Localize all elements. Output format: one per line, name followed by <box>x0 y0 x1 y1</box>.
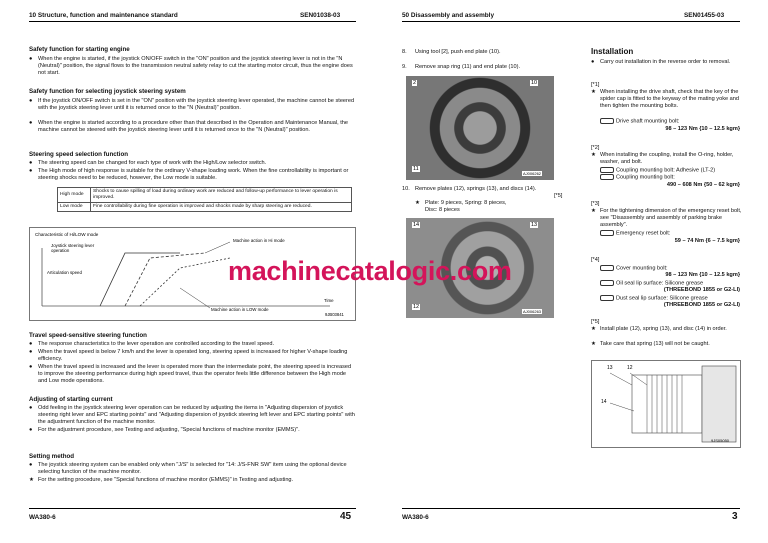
reference-mark: [*4] <box>591 257 600 263</box>
left-footer-model: WA380-6 <box>29 514 56 521</box>
bullet-item: ● When the engine is started, if the joystick ON/OFF switch in the "ON" position and the joystick steering lever is not in the "N (Neutral)" position, the signal flows to the transmission neutral safety relay to cut the starting motor circuit, thus the engine does not start. <box>29 56 353 77</box>
note-item-continued: Disc: 8 pieces <box>425 207 460 213</box>
bullet-item: ● The steering speed can be changed for each type of work with the High/Low selector switch. <box>29 160 267 166</box>
grease-label: Dust seal lip surface: Silicone grease <box>600 295 740 303</box>
section-title: Setting method <box>29 453 75 460</box>
figure-label-lever: Joystick steering lever operation <box>51 243 95 253</box>
grease-value: (THREEBOND 1855 or G2-LI) <box>663 302 740 308</box>
right-header-rule <box>402 21 740 22</box>
mode-desc-cell: Fine controllability during fine operation is improved and shocks made by sharp steering are reduced. <box>91 203 352 212</box>
mode-cell: High mode <box>58 188 91 203</box>
step-text: Using tool [2], push end plate (10). <box>415 49 501 55</box>
reference-mark: [*5] <box>591 319 600 325</box>
note-item: ★ Install plate (12), spring (13), and disc (14) in order. <box>591 326 727 332</box>
photo-callout: 11 <box>413 166 419 172</box>
torque-icon <box>600 230 614 236</box>
reference-mark: [*1] <box>591 82 600 88</box>
torque-label: Cover mounting bolt: <box>600 265 740 273</box>
photo-callout: 10 <box>531 80 538 86</box>
bullet-item: ● The response characteristics to the lever operation are controlled according to the travel speed. <box>29 341 274 347</box>
grease-icon <box>600 295 614 301</box>
figure-label-time: Time <box>324 298 334 303</box>
step-number: 10. <box>402 186 410 192</box>
torque-icon <box>600 174 614 180</box>
bullet-item: ● Odd feeling in the joystick steering lever operation can be reduced by adjusting the items in "Adjusting dispersion of joystick steering right lever and EPC starting points" and "Adjusting dispersion of joystick steering left lever and EPC starting points" with the adjustment function of the machine monitor. <box>29 405 355 426</box>
note-item: ★ For the tightening dimension of the emergency reset bolt, see "Disassembly and assembly of parking brake assembly". <box>591 208 742 229</box>
reference-mark: [*5] <box>554 193 563 199</box>
torque-value: 98 – 123 Nm {10 – 12.5 kgm} <box>665 272 740 278</box>
bullet-item: ★ For the setting procedure, see "Special functions of machine monitor (EMMS)" in Testing and adjusting. <box>29 477 294 483</box>
photo-code: AJ006263 <box>523 309 542 314</box>
step-text: Remove plates (12), springs (13), and discs (14). <box>415 186 537 192</box>
drawing-code: 9JS05050 <box>711 438 730 443</box>
left-header-title: 10 Structure, function and maintenance standard <box>29 12 178 19</box>
section-title: Travel speed-sensitive steering function <box>29 332 147 339</box>
bullet-item: ● When the travel speed is below 7 km/h and the lever is operated long, steering speed is increased for higher V-shape loading efficiency. <box>29 349 348 363</box>
grease-value: (THREEBOND 1855 or G2-LI) <box>663 287 740 293</box>
torque-icon <box>600 265 614 271</box>
reference-mark: [*2] <box>591 145 600 151</box>
left-header-rule <box>29 21 356 22</box>
torque-label: Drive shaft mounting bolt: <box>600 118 740 126</box>
mode-table <box>57 187 352 212</box>
bullet-item: ● When the engine is started according to a procedure other than that described in the Operation and Maintenance Manual, the machine cannot be steered with the joystick steering lever until it is returned once to the "N (Neutral)" position. <box>29 120 349 134</box>
adhesive-icon <box>600 167 614 173</box>
reference-mark: [*3] <box>591 201 600 207</box>
mode-cell: Low mode <box>58 203 91 212</box>
section-title: Adjusting of starting current <box>29 396 113 403</box>
bullet-item: ● For the adjustment procedure, see Testing and adjusting, "Special functions of machine monitor (EMMS)". <box>29 427 300 433</box>
photo-code: AJ006262 <box>523 171 542 176</box>
left-footer-rule <box>29 508 356 509</box>
right-footer-model: WA380-6 <box>402 514 429 521</box>
note-item: ★ When installing the coupling, install the O-ring, holder, washer, and bolt. <box>591 152 734 166</box>
drawing-callout: 13 <box>607 365 613 371</box>
grease-icon <box>600 280 614 286</box>
drawing-callout: 12 <box>627 365 633 371</box>
photo-callout: 14 <box>413 222 420 228</box>
torque-value: 98 – 123 Nm {10 – 12.5 kgm} <box>665 126 740 132</box>
figure-title: Characteristic of Hi/LOW mode <box>35 232 99 237</box>
drawing-lines <box>592 361 740 447</box>
installation-title: Installation <box>591 47 634 56</box>
bullet-item: ● The High mode of high response is suitable for the ordinary V-shape loading work. When the fine controllability is important or steering shocks need to be reduced, however, the Low mode is suitable. <box>29 168 349 182</box>
right-header-title: 50 Disassembly and assembly <box>402 12 495 19</box>
bullet-item: ● Carry out installation in the reverse order to removal. <box>591 59 731 65</box>
photo-callout: 12 <box>413 304 420 310</box>
figure-label-low: Machine action in LOW mode <box>211 307 269 312</box>
disassembly-photo-1 <box>406 76 554 180</box>
adhesive-label: Coupling mounting bolt: Adhesive (LT-2) <box>600 167 740 175</box>
torque-label: Emergency reset bolt: <box>600 230 740 238</box>
photo-callout: 13 <box>531 222 538 228</box>
note-item: ★ Plate: 9 pieces, Spring: 8 pieces, <box>415 200 507 206</box>
photo-callout: 2 <box>413 80 417 86</box>
right-page-number: 3 <box>732 511 738 522</box>
right-header-code: SEN01455-03 <box>684 12 725 19</box>
left-page-number: 45 <box>340 511 352 522</box>
section-title: Safety function for starting engine <box>29 46 130 53</box>
figure-label-hi: Machine action in Hi mode <box>233 238 285 243</box>
section-title: Safety function for selecting joystick steering system <box>29 88 186 95</box>
table-row <box>58 188 352 203</box>
torque-value: 490 – 608 Nm {50 – 62 kgm} <box>666 182 740 188</box>
bullet-item: ● The joystick steering system can be enabled only when "J/S" is selected for "14: J/S-FNR SW" item using the optional device selecting function of the machine monitor. <box>29 462 347 476</box>
step-text: Remove snap ring (11) and end plate (10). <box>415 64 520 70</box>
torque-value: 59 – 74 Nm {6 – 7.5 kgm} <box>674 238 740 244</box>
step-number: 9. <box>402 64 407 70</box>
drawing-callout: 14 <box>601 399 607 405</box>
left-header-code: SEN01038-03 <box>300 12 341 19</box>
figure-label-articulation: Articulation speed <box>47 270 82 275</box>
torque-icon <box>600 118 614 124</box>
assembly-drawing <box>591 360 741 448</box>
watermark: machinecatalogic.com <box>228 256 512 286</box>
step-number: 8. <box>402 49 407 55</box>
grease-label: Oil seal lip surface: Silicone grease <box>600 280 740 288</box>
note-item: ★ When installing the drive shaft, check that the key of the spider cap is fitted to the keyway of the mating yoke and then tighten the mounting bolts. <box>591 89 739 110</box>
bullet-item: ● When the travel speed is increased and the lever is operated more than the intermediate point, the steering speed is increased to improve the steering performance during high speed travel, thus the operator feels little difference between the High mode and Low mode operations. <box>29 364 352 385</box>
figure-code: 9JB03841 <box>325 312 344 317</box>
torque-label: Coupling mounting bolt: <box>600 174 740 182</box>
bullet-item: ● If the joystick ON/OFF switch is set in the "ON" position with the joystick steering lever operated, the machine cannot be steered with the joystick steering lever until it is returned once to the "N (Neutral)" position. <box>29 98 355 112</box>
note-item: ★ Take care that spring (13) will not be caught. <box>591 341 710 347</box>
mode-desc-cell: Shocks to cause spilling of load during ordinary work are reduced and follow-up performance to lever operation is improved. <box>91 188 352 203</box>
table-row <box>58 203 352 212</box>
right-footer-rule <box>402 508 740 509</box>
section-title: Steering speed selection function <box>29 151 129 158</box>
